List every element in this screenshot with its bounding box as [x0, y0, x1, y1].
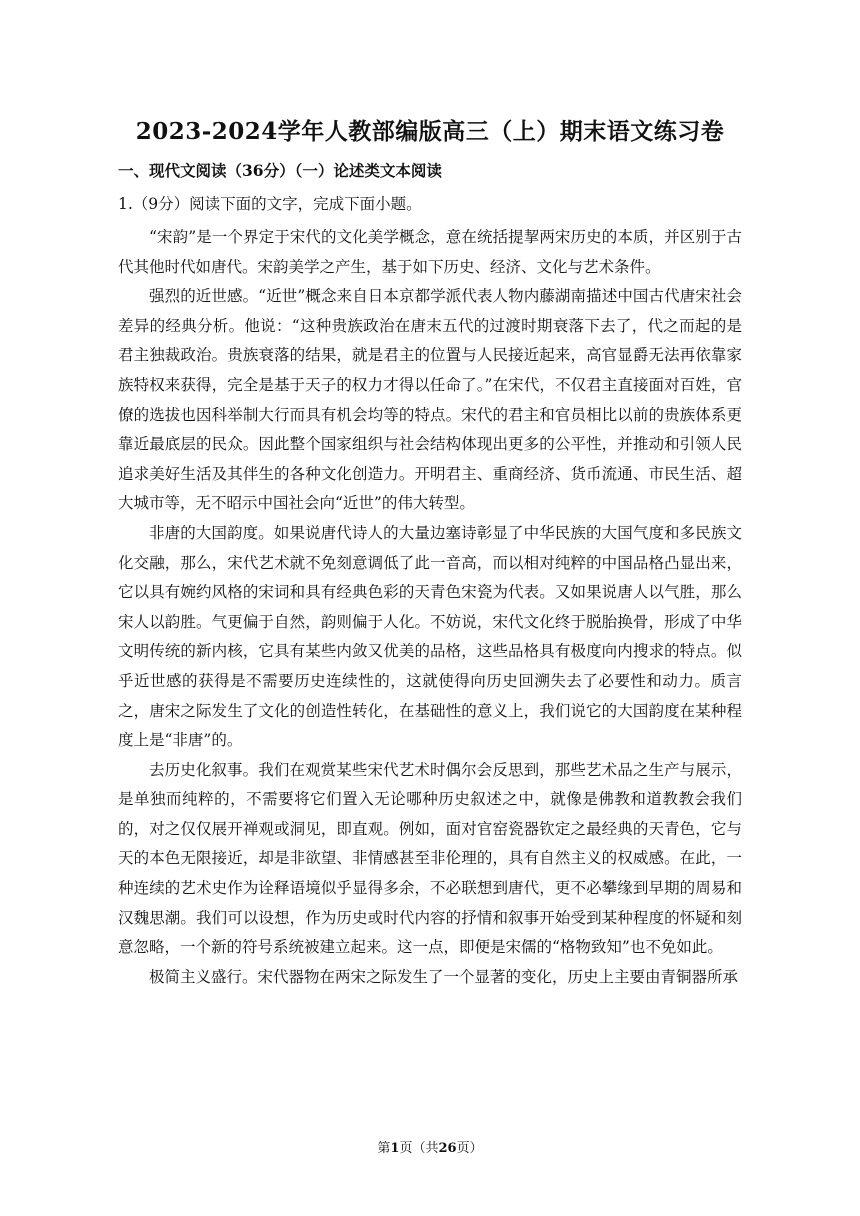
- paragraph: 非唐的大国韵度。如果说唐代诗人的大量边塞诗彰显了中华民族的大国气度和多民族文化交融，那么，宋代艺术就不免刻意调低了此一音高，而以相对纯粹的中国品格凸显出来，它以具有婉约风格的宋词和具有经典色彩的天青色宋瓷为代表。又如果说唐人以气胜，那么宋人以韵胜。气更偏于自然，韵则偏于人化。不妨说，宋代文化终于脱胎换骨，形成了中华文明传统的新内核，它具有某些内敛又优美的品格，这些品格具有极度向内搜求的特点。似乎近世感的获得是不需要历史连续性的，这就使得向历史回溯失去了必要性和动力。质言之，唐宋之际发生了文化的创造性转化，在基础性的意义上，我们说它的大国韵度在某种程度上是“非唐”的。: [118, 523, 742, 750]
- footer-middle: 页（共: [399, 1141, 439, 1156]
- footer-prefix: 第: [377, 1141, 391, 1156]
- footer-total-pages: 26: [438, 1141, 457, 1156]
- page-title: 2023-2024学年人教部编版高三（上）期末语文练习卷: [135, 118, 725, 145]
- page-footer: [0, 1137, 860, 1156]
- paragraph: 去历史化叙事。我们在观赏某些宋代艺术时偶尔会反思到，那些艺术品之生产与展示，是单独而纯粹的，不需要将它们置入无论哪种历史叙述之中，就像是佛教和道教教会我们的，对之仅仅展开禅观或洞见，即直观。例如，面对官窑瓷器钦定之最经典的天青色，它与天的本色无限接近，却是非欲望、非情感甚至非伦理的，具有自然主义的权威感。在此，一种连续的艺术史作为诠释语境似乎显得多余，不必联想到唐代，更不必攀缘到早期的周易和汉魏思潮。我们可以设想，作为历史或时代内容的抒情和叙事开始受到某种程度的怀疑和刻意忽略，一个新的符号系统被建立起来。这一点，即便是宋儒的“格物致知”也不免如此。: [118, 760, 742, 957]
- question-intro: 1.（9分）阅读下面的文字，完成下面小题。: [118, 195, 422, 213]
- paragraph: “宋韵”是一个界定于宋代的文化美学概念，意在统括提挈两宋历史的本质，并区别于古代其他时代如唐代。宋韵美学之产生，基于如下历史、经济、文化与艺术条件。: [118, 228, 742, 276]
- footer-suffix: 页）: [456, 1141, 483, 1156]
- footer-page-number: 1: [390, 1141, 400, 1156]
- section-heading: 一、现代文阅读（36分）（一）论述类文本阅读: [118, 161, 442, 180]
- paragraph: 强烈的近世感。“近世”概念来自日本京都学派代表人物内藤湖南描述中国古代唐宋社会差异的经典分析。他说：“这种贵族政治在唐末五代的过渡时期衰落下去了，代之而起的是君主独裁政治。贵族衰落的结果，就是君主的位置与人民接近起来，高官显爵无法再依靠家族特权来获得，完全是基于天子的权力才得以任命了。”在宋代，不仅君主直接面对百姓，官僚的选拔也因科举制大行而具有机会均等的特点。宋代的君主和官员相比以前的贵族体系更靠近最底层的民众。因此整个国家组织与社会结构体现出更多的公平性，并推动和引领人民追求美好生活及其伴生的各种文化创造力。开明君主、重商经济、货币流通、市民生活、超大城市等，无不昭示中国社会向“近世”的伟大转型。: [118, 287, 742, 513]
- paragraph: 极简主义盛行。宋代器物在两宋之际发生了一个显著的变化，历史上主要由青铜器所承: [149, 967, 739, 986]
- article-body: [118, 223, 742, 992]
